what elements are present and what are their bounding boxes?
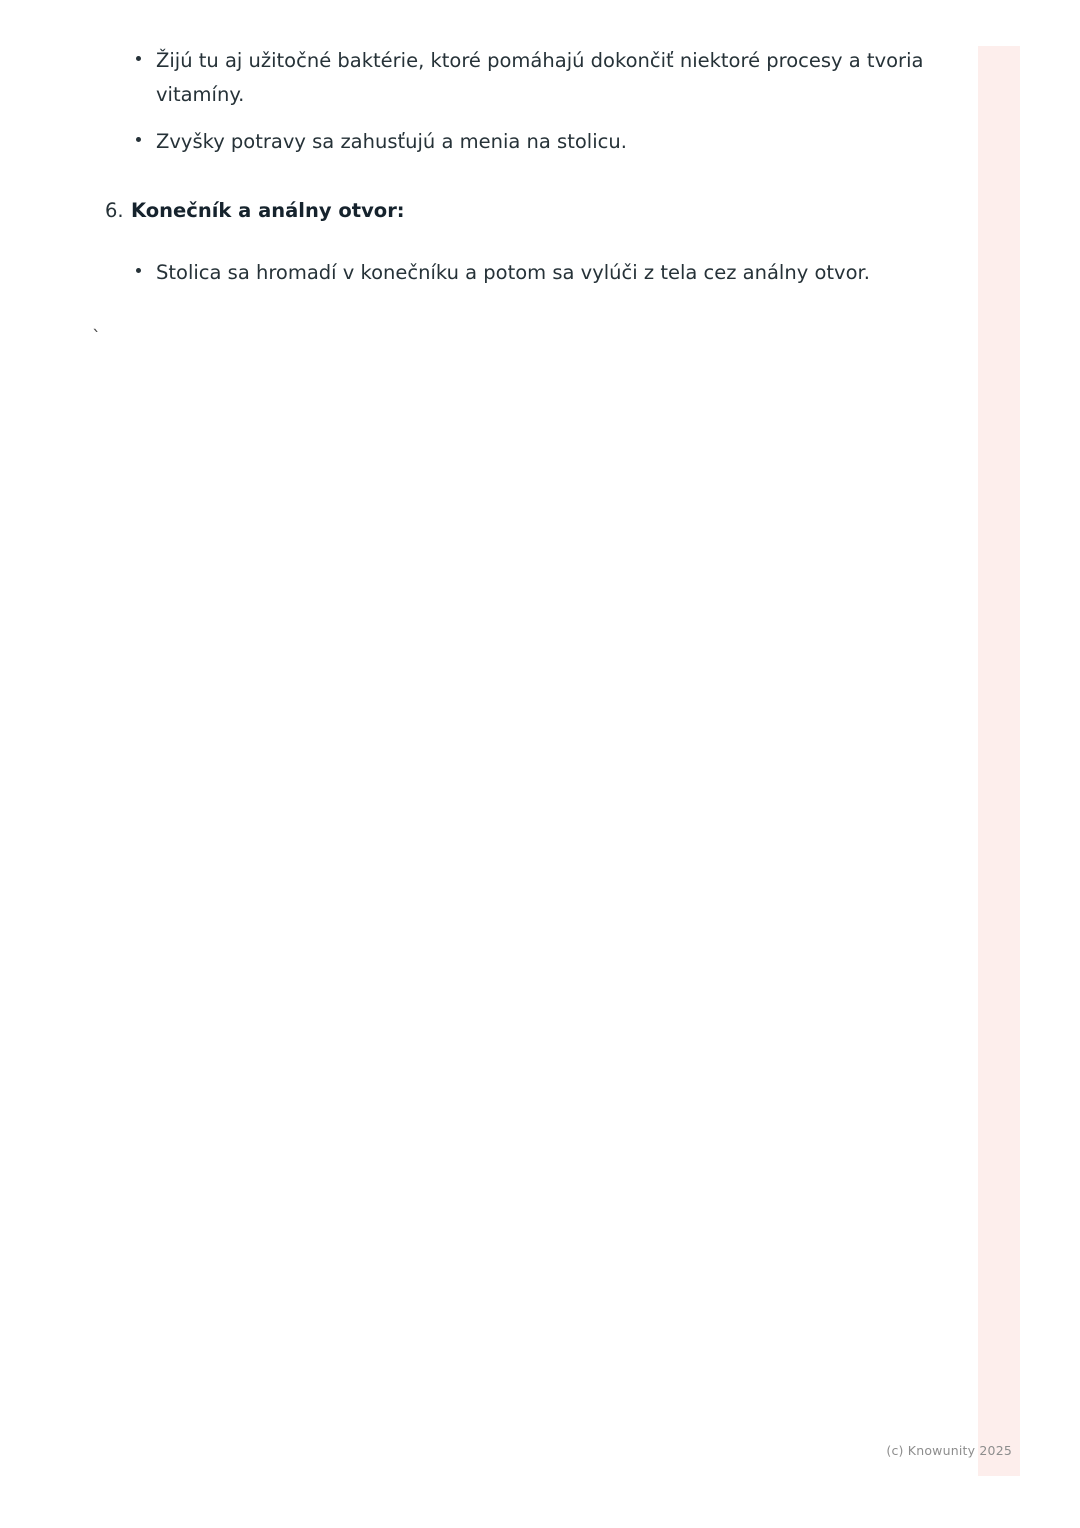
- bullet-dot-icon: [136, 137, 141, 142]
- document-content: [0, 0, 980, 347]
- bullet-dot-icon: [136, 56, 141, 61]
- list-item-text: Zvyšky potravy sa zahusťujú a menia na stolicu.: [156, 130, 627, 154]
- section-number: 6.: [105, 198, 124, 222]
- bullet-list-top: [0, 44, 980, 159]
- bullet-dot-icon: [136, 268, 141, 273]
- numbered-section-heading: [0, 195, 980, 226]
- footer-credit: (c) Knowunity 2025: [886, 1443, 1012, 1458]
- stray-character: `: [92, 327, 101, 349]
- bullet-list-section: [0, 256, 980, 290]
- list-item: [0, 125, 956, 159]
- list-item-text: Stolica sa hromadí v konečníku a potom sa vylúči z tela cez análny otvor.: [156, 260, 870, 284]
- list-item: [0, 256, 956, 290]
- list-item: [0, 44, 956, 111]
- section-heading-text: Konečník a análny otvor:: [131, 198, 405, 222]
- decorative-side-stripe: [978, 46, 1020, 1476]
- list-item-text: Žijú tu aj užitočné baktérie, ktoré pomáhajú dokončiť niektoré procesy a tvoria vitamíny.: [156, 49, 924, 106]
